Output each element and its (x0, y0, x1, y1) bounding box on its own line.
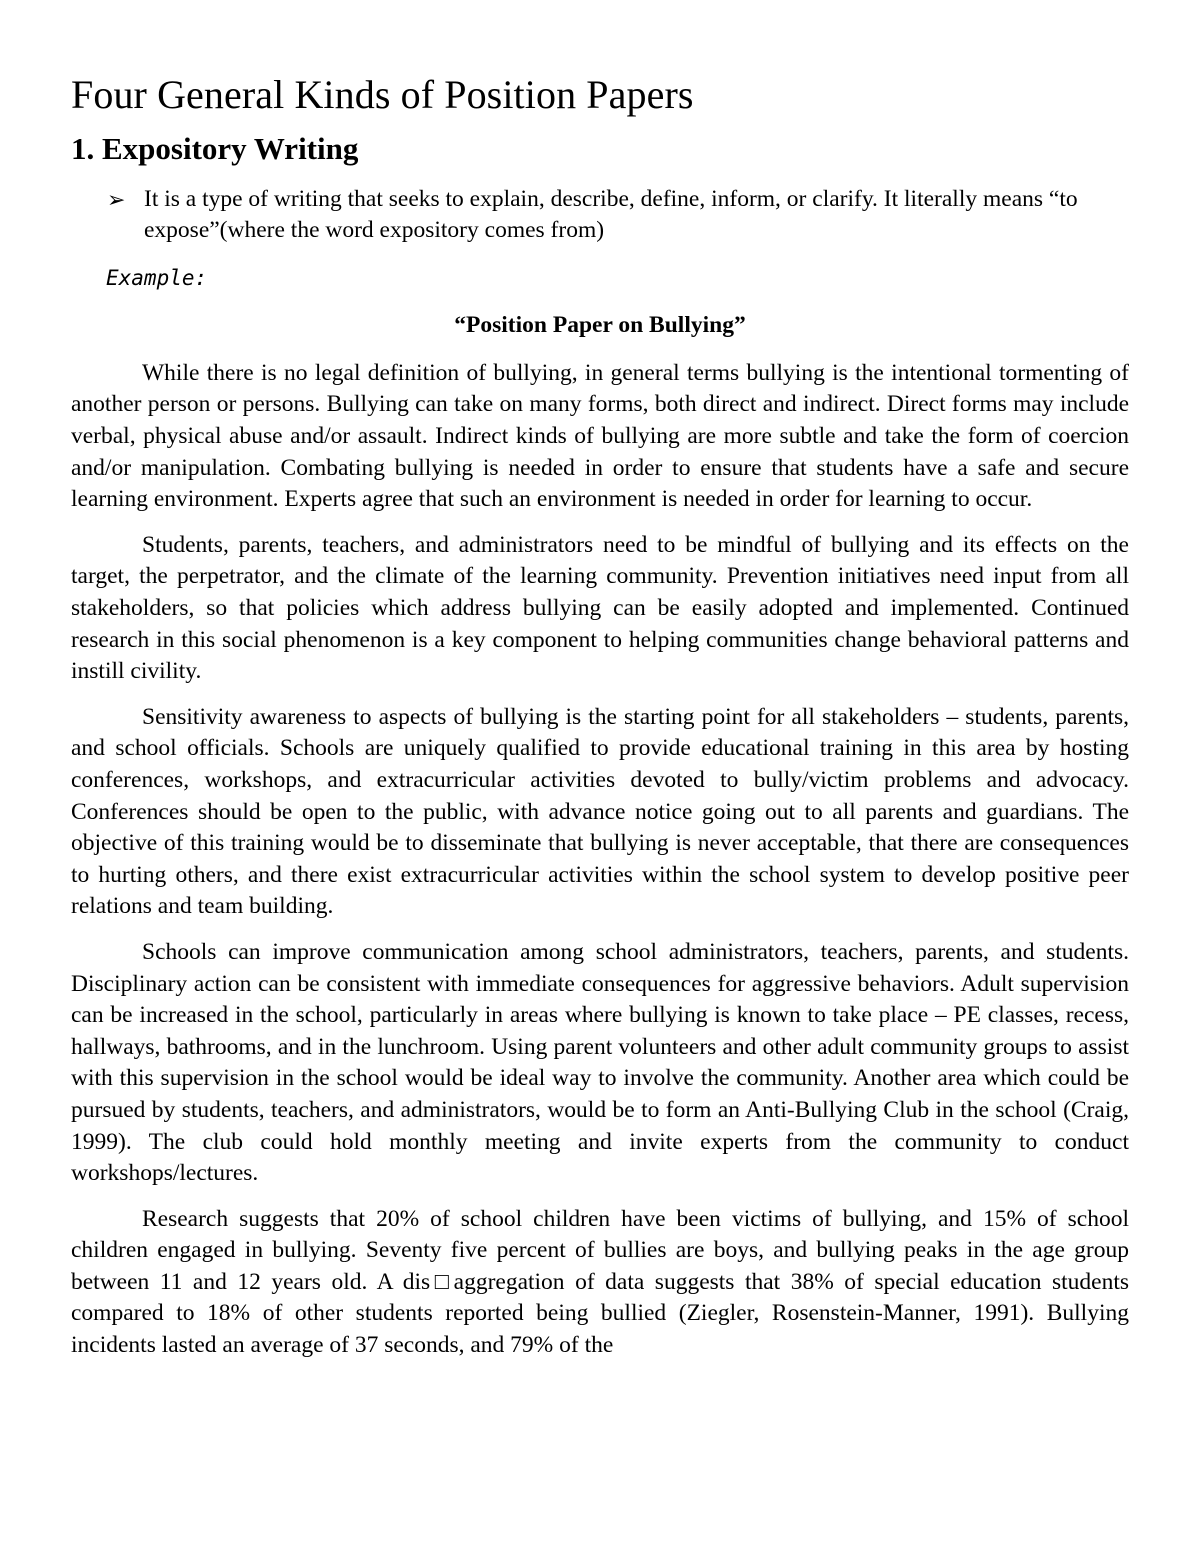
arrow-bullet-icon: ➢ (107, 186, 126, 212)
paragraph-5: Research suggests that 20% of school children have been victims of bullying, and 15% of school children engaged in bullying. Seventy five percent of bullies are boys, and bullying peaks in the age group between 11 and 12 years old. A dis□aggregation of data suggests that 38% of special education students compared to 18% of other students reported being bullied (Ziegler, Rosenstein-Manner, 1991). Bullying incidents lasted an average of 37 seconds, and 79% of the (71, 1205, 1129, 1359)
section-heading: 1. Expository Writing (71, 131, 359, 166)
paragraph-4: Schools can improve communication among school administrators, teachers, parents, and students. Disciplinary action can be consistent with immediate consequences for aggressive behaviors. Adult supervision can be increased in the school, particularly in areas where bullying is known to take place – PE classes, recess, hallways, bathrooms, and in the lunchroom. Using parent volunteers and other adult community groups to assist with this supervision in the school would be ideal way to involve the community. Another area which could be pursued by students, teachers, and administrators, would be to form an Anti-Bullying Club in the school (Craig, 1999). The club could hold monthly meeting and invite experts from the community to conduct workshops/lectures. (71, 938, 1129, 1187)
definition-text: It is a type of writing that seeks to explain, describe, define, inform, or clarify. It literally means “to expose”(where the word expository comes from) (144, 185, 1078, 244)
example-label: Example: (106, 265, 208, 290)
document-title: Four General Kinds of Position Papers (71, 72, 694, 117)
document-page (71, 70, 1129, 1376)
paragraph-3: Sensitivity awareness to aspects of bullying is the starting point for all stakeholders – students, parents, and school officials. Schools are uniquely qualified to provide educational training in this area by hosting conferences, workshops, and extracurricular activities devoted to bully/victim problems and advocacy. Conferences should be open to the public, with advance notice going out to all parents and guardians. The objective of this training would be to disseminate that bullying is never acceptable, that there are consequences to hurting others, and there exist extracurricular activities within the school system to develop positive peer relations and team building. (71, 703, 1129, 920)
paragraph-1: While there is no legal definition of bullying, in general terms bullying is the intentional tormenting of another person or persons. Bullying can take on many forms, both direct and indirect. Direct forms may include verbal, physical abuse and/or assault. Indirect kinds of bullying are more subtle and take the form of coercion and/or manipulation. Combating bullying is needed in order to ensure that students have a safe and secure learning environment. Experts agree that such an environment is needed in order for learning to occur. (71, 359, 1129, 513)
position-paper-title: “Position Paper on Bullying” (454, 312, 746, 339)
definition-bullet (71, 184, 1129, 247)
paragraph-2: Students, parents, teachers, and administrators need to be mindful of bullying and its effects on the target, the perpetrator, and the climate of the learning community. Prevention initiatives need input from all stakeholders, so that policies which address bullying can be easily adopted and implemented. Continued research in this social phenomenon is a key component to helping communities change behavioral patterns and instill civility. (71, 531, 1129, 685)
